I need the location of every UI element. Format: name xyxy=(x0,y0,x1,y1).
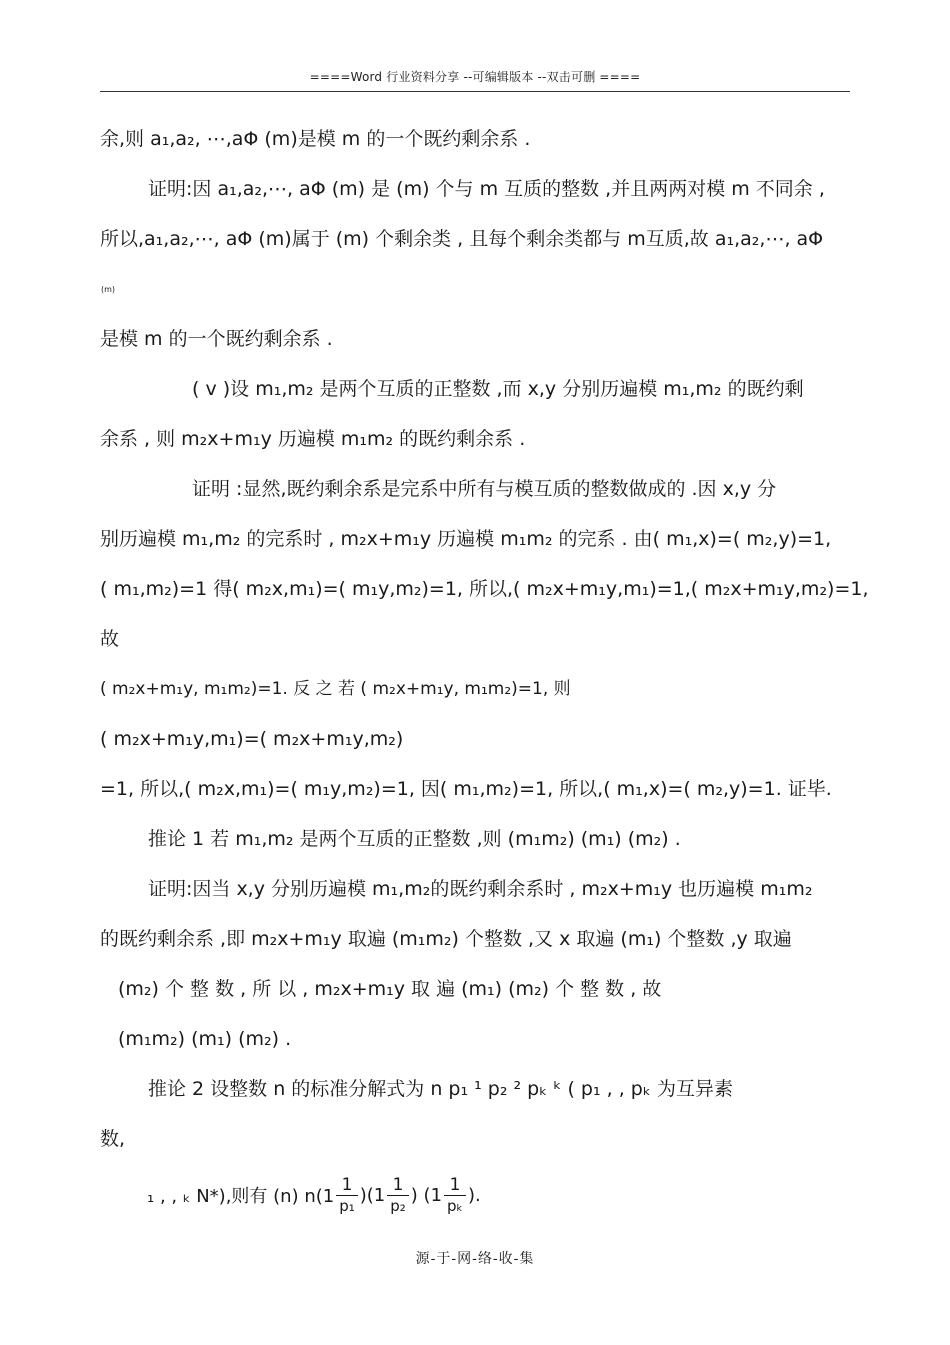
euler-formula-line xyxy=(147,1165,481,1225)
text-line-5: 是模 m 的一个既约剩余系 . xyxy=(100,328,333,350)
text-line-16: 证明:因当 x,y 分别历遍模 m₁,m₂的既约剩余系时 , m₂x+m₁y 也历遍模 m₁m₂ xyxy=(148,878,813,900)
text-line-21: 数, xyxy=(100,1128,126,1150)
fraction-2-denominator: p₂ xyxy=(387,1195,409,1216)
text-line-8: 证明 :显然,既约剩余系是完系中所有与模互质的整数做成的 .因 x,y 分 xyxy=(192,478,777,500)
text-line-12: ( m₂x+m₁y, m₁m₂)=1. 反 之 若 ( m₂x+m₁y, m₁m₂)=1, 则 xyxy=(100,679,571,699)
fraction-3-denominator: pₖ xyxy=(444,1195,466,1216)
header-rule xyxy=(100,91,850,92)
text-line-11: 故 xyxy=(100,628,120,650)
text-line-17: 的既约剩余系 ,即 m₂x+m₁y 取遍 (m₁m₂) 个整数 ,又 x 取遍 (m₁) 个整数 ,y 取遍 xyxy=(100,928,792,950)
text-line-3: 所以,a₁,a₂,⋯, aΦ (m)属于 (m) 个剩余类 , 且每个剩余类都与 m互质,故 a₁,a₂,⋯, aΦ xyxy=(100,228,824,250)
text-line-15: 推论 1 若 m₁,m₂ 是两个互质的正整数 ,则 (m₁m₂) (m₁) (m₂) . xyxy=(148,828,681,850)
fraction-1-denominator: p₁ xyxy=(336,1195,358,1216)
formula-lead: ₁ , , ₖ N*),则有 (n) n(1 xyxy=(147,1186,335,1207)
text-line-18: (m₂) 个 整 数 , 所 以 , m₂x+m₁y 取 遍 (m₁) (m₂) 个 整 数 , 故 xyxy=(118,978,662,1000)
text-line-14: =1, 所以,( m₂x,m₁)=( m₁y,m₂)=1, 因( m₁,m₂)=1, 所以,( m₁,x)=( m₂,y)=1. 证毕. xyxy=(100,778,832,800)
fraction-2-numerator: 1 xyxy=(392,1174,404,1195)
text-line-10: ( m₁,m₂)=1 得( m₂x,m₁)=( m₁y,m₂)=1, 所以,( m₂x+m₁y,m₁)=1,( m₂x+m₁y,m₂)=1, xyxy=(100,578,869,600)
text-line-9: 别历遍模 m₁,m₂ 的完系时 , m₂x+m₁y 历遍模 m₁m₂ 的完系 . 由( m₁,x)=( m₂,y)=1, xyxy=(100,528,832,550)
text-line-2: 证明:因 a₁,a₂,⋯, aΦ (m) 是 (m) 个与 m 互质的整数 ,并且两两对模 m 不同余 , xyxy=(148,178,825,200)
fraction-2 xyxy=(387,1175,409,1216)
fraction-3 xyxy=(444,1175,466,1216)
formula-tail: ). xyxy=(467,1184,481,1206)
text-line-20: 推论 2 设整数 n 的标准分解式为 n p₁ ¹ p₂ ² pₖ ᵏ ( p₁ , , pₖ 为互异素 xyxy=(148,1078,733,1100)
text-line-6: ( v )设 m₁,m₂ 是两个互质的正整数 ,而 x,y 分别历遍模 m₁,m₂ 的既约剩 xyxy=(192,378,804,400)
formula-mid-1: )(1 xyxy=(359,1184,386,1206)
text-line-1: 余,则 a₁,a₂, ⋯,aΦ (m)是模 m 的一个既约剩余系 . xyxy=(100,128,531,150)
formula-mid-2: ) (1 xyxy=(410,1184,443,1206)
fraction-3-numerator: 1 xyxy=(449,1174,461,1195)
text-line-13: ( m₂x+m₁y,m₁)=( m₂x+m₁y,m₂) xyxy=(100,728,404,750)
text-line-19: (m₁m₂) (m₁) (m₂) . xyxy=(118,1028,292,1050)
page-header: ====Word 行业资料分享 --可编辑版本 --双击可删 ==== xyxy=(309,70,641,84)
fraction-1 xyxy=(336,1175,358,1216)
text-line-7: 余系 , 则 m₂x+m₁y 历遍模 m₁m₂ 的既约剩余系 . xyxy=(100,428,526,450)
text-line-4: (m) xyxy=(101,285,116,294)
fraction-1-numerator: 1 xyxy=(341,1174,353,1195)
page-footer: 源-于-网-络-收-集 xyxy=(415,1251,535,1267)
